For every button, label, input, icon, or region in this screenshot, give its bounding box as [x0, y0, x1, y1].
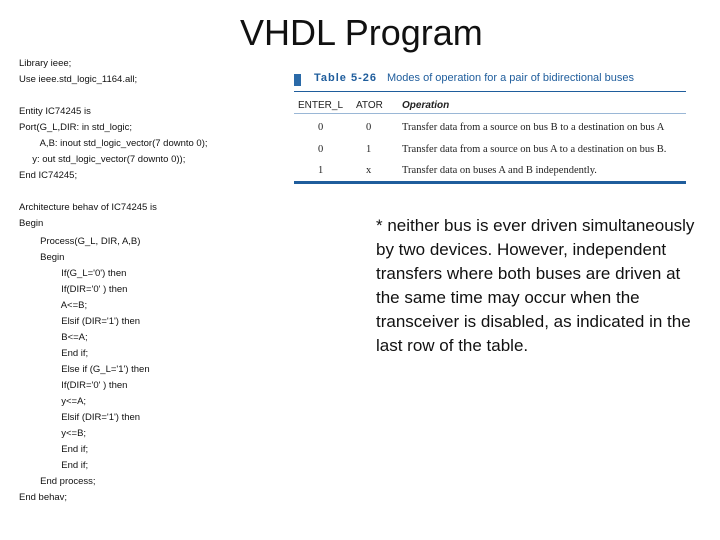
- code-line: Elsif (DIR='1') then: [19, 412, 141, 423]
- code-line: y<=A;: [19, 396, 87, 407]
- table-header-enter: ENTER_L: [298, 100, 344, 111]
- code-line: Library ieee;: [19, 58, 72, 69]
- code-line: Begin: [19, 218, 44, 229]
- code-line: Elsif (DIR='1') then: [19, 316, 141, 327]
- code-line: End IC74245;: [19, 170, 78, 181]
- table-cell-operation: Transfer data from a source on bus B to a destination on bus A: [402, 122, 665, 133]
- explanation-note: * neither bus is ever driven simultaneously by two devices. However, independent transfers where both buses are driven at the same time may occur when the transceiver is disabled, as indicated in the last row of the table.: [376, 216, 695, 355]
- table-top-rule: [294, 91, 686, 92]
- code-line: End if;: [19, 460, 89, 471]
- modes-table-figure: [294, 70, 686, 184]
- slide-title: VHDL Program: [240, 12, 483, 53]
- code-line: End process;: [19, 476, 96, 487]
- code-line: Process(G_L, DIR, A,B): [19, 236, 141, 247]
- table-label: Table 5-26: [314, 72, 377, 84]
- table-header-ator: ATOR: [356, 100, 383, 111]
- code-line: A<=B;: [19, 300, 88, 311]
- code-line: y<=B;: [19, 428, 87, 439]
- table-accent-bar: [294, 74, 301, 86]
- table-header-rule: [294, 113, 686, 114]
- code-line: Port(G_L,DIR: in std_logic;: [19, 122, 132, 133]
- table-bottom-rule: [294, 181, 686, 184]
- code-line: Entity IC74245 is: [19, 106, 91, 117]
- table-cell: 0: [318, 144, 324, 155]
- table-caption: [314, 72, 634, 84]
- table-cell: 1: [318, 165, 324, 176]
- code-line: Architecture behav of IC74245 is: [19, 202, 157, 213]
- table-header-operation: Operation: [402, 100, 450, 111]
- table-caption-text: Modes of operation for a pair of bidirectional buses: [387, 72, 635, 84]
- table-cell: 0: [366, 122, 372, 133]
- table-cell: x: [366, 165, 372, 176]
- code-line: y: out std_logic_vector(7 downto 0));: [19, 154, 186, 165]
- code-line: B<=A;: [19, 332, 88, 343]
- code-line: Begin: [19, 252, 65, 263]
- table-cell: 1: [366, 144, 372, 155]
- table-cell-operation: Transfer data from a source on bus A to a destination on bus B.: [402, 144, 667, 155]
- code-line: If(DIR='0' ) then: [19, 380, 128, 391]
- code-line: If(G_L='0') then: [19, 268, 127, 279]
- code-line: Else if (G_L='1') then: [19, 364, 150, 375]
- code-line: A,B: inout std_logic_vector(7 downto 0);: [19, 138, 208, 149]
- code-line: End if;: [19, 444, 89, 455]
- code-line: End behav;: [19, 492, 68, 503]
- code-line: End if;: [19, 348, 89, 359]
- table-cell-operation: Transfer data on buses A and B independently.: [402, 165, 597, 176]
- code-line: Use ieee.std_logic_1164.all;: [19, 74, 138, 85]
- code-line: If(DIR='0' ) then: [19, 284, 128, 295]
- table-cell: 0: [318, 122, 324, 133]
